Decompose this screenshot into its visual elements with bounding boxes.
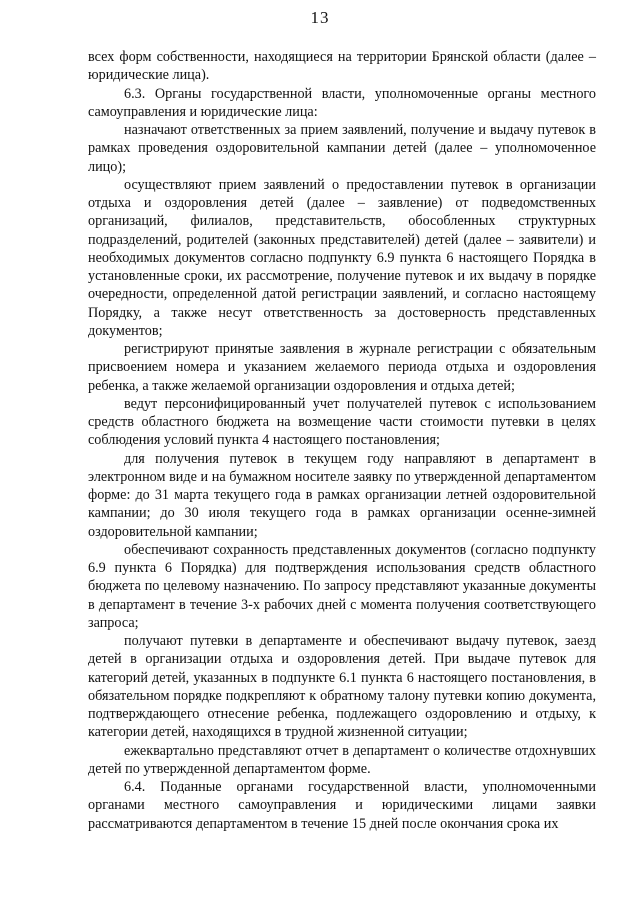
paragraph-submit-requests: для получения путевок в текущем году направляют в департамент в электронном виде и на бумажном носителе заявку по утвержденной департаментом форме: до 31 марта текущего года в рамках организации летней оздоровительной кампании; до 30 июля текущего года в рамках организации осенне-зимней оздоровительной кампании; [88,450,596,540]
paragraph-accept-applications: осуществляют прием заявлений о предоставлении путевок в организации отдыха и оздоровления детей (далее – заявление) от подведомственных организаций, филиалов, представительств, обособленных структурных подразделений, родителей (законных представителей) детей (далее – заявители) и необходимых документов согласно подпункту 6.9 пункта 6 настоящего Порядка в установленные сроки, их рассмотрение, получение путевок и их выдачу в порядке очередности, определенной датой регистрации заявлений, и согласно настоящему Порядку, а также несут ответственность за достоверность представленных документов; [88,176,596,339]
paragraph-receive-vouchers: получают путевки в департаменте и обеспечивают выдачу путевок, заезд детей в организации отдыха и оздоровления детей. При выдаче путевок для категорий детей, указанных в подпункте 6.1 пункта 6 настоящего постановления, в обязательном порядке подкрепляют к обратному талону путевки копию документа, подтверждающего отнесение ребенка, подлежащего оздоровлению и отдыху, к категории детей, находящихся в трудной жизненной ситуации; [88,633,596,741]
paragraph-6-3: 6.3. Органы государственной власти, уполномоченные органы местного самоуправления и юридические лица: [88,85,596,120]
paragraph-quarterly-report: ежеквартально представляют отчет в департамент о количестве отдохнувших детей по утвержденной департаментом форме. [88,742,596,777]
paragraph-keep-documents: обеспечивают сохранность представленных документов (согласно подпункту 6.9 пункта 6 Порядка) для подтверждения использования средств областного бюджета по целевому назначению. По запросу представляют указанные документы в департамент в течение 3-х рабочих дней с момента получения соответствующего запроса; [88,541,596,631]
page-number: 13 [310,8,330,27]
paragraph-assign-responsible: назначают ответственных за прием заявлений, получение и выдачу путевок в рамках проведения оздоровительной кампании детей (далее – уполномоченное лицо); [88,122,596,175]
paragraph-register-applications: регистрируют принятые заявления в журнале регистрации с обязательным присвоением номера и указанием желаемого периода отдыха и оздоровления ребенка, а также желаемой организации оздоровления и отдыха детей; [88,341,596,394]
paragraph-6-4: 6.4. Поданные органами государственной власти, уполномоченными органами местного самоуправления и юридическими лицами заявки рассматриваются департаментом в течение 15 дней после окончания срока их [88,779,596,832]
document-body [88,48,596,833]
paragraph-personal-records: ведут персонифицированный учет получателей путевок с использованием средств областного бюджета на возмещение части стоимости путевки в целях соблюдения условий пункта 4 настоящего постановления; [88,395,596,449]
paragraph-continuation: всех форм собственности, находящиеся на территории Брянской области (далее – юридические лица). [88,49,596,84]
